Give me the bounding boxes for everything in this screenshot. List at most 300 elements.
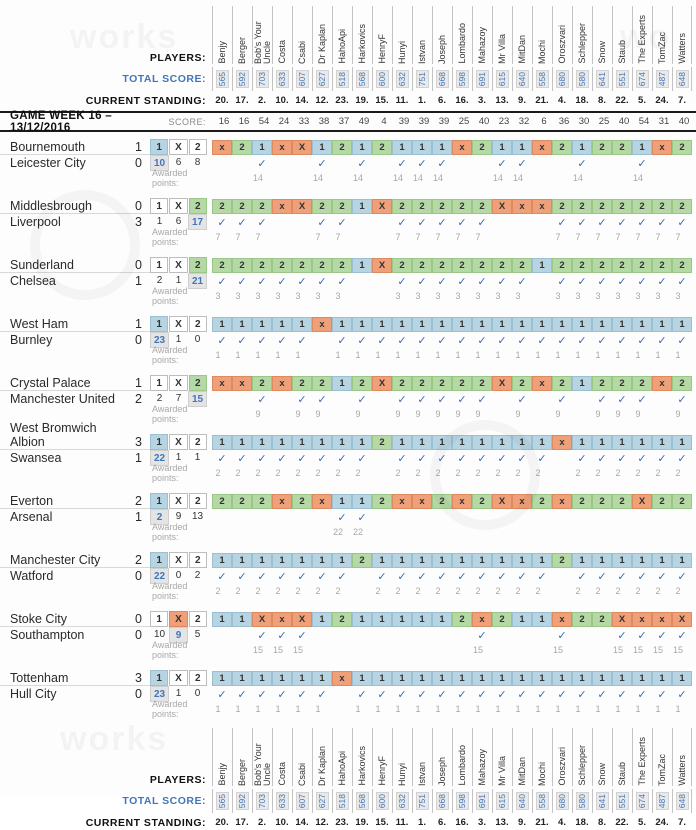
prediction-col <box>312 140 332 155</box>
points-col <box>308 232 328 242</box>
outcome-count: 1 <box>175 451 182 463</box>
check-icon: ✓ <box>237 275 247 288</box>
prediction-cell: 2 <box>472 494 492 509</box>
total-score-box <box>296 70 309 88</box>
check-col <box>272 570 292 583</box>
prediction-row <box>212 199 692 214</box>
outcome-header <box>150 139 208 155</box>
check-col <box>492 157 512 170</box>
check-col <box>592 275 612 288</box>
points-col <box>268 232 288 242</box>
points-col <box>348 468 368 478</box>
check-icon: ✓ <box>517 452 527 465</box>
points-col <box>448 291 468 301</box>
gameweek-score-cell <box>314 116 334 127</box>
check-col <box>332 688 352 701</box>
check-col <box>592 688 612 701</box>
points-value: 3 <box>675 290 681 301</box>
player-name-cell <box>332 6 352 64</box>
match-row-home <box>0 197 696 214</box>
standing-value: 15. <box>375 817 389 828</box>
points-value: 1 <box>415 349 421 360</box>
prediction-cell: 2 <box>492 258 512 273</box>
points-col <box>228 468 248 478</box>
prediction-col <box>292 435 312 450</box>
check-col <box>352 629 372 642</box>
away-team-goals: 2 <box>135 392 142 406</box>
check-col <box>412 452 432 465</box>
player-name-cell <box>672 728 692 786</box>
check-col <box>452 216 472 229</box>
prediction-cell: 1 <box>352 199 372 214</box>
check-col <box>612 393 632 406</box>
prediction-col <box>212 671 232 686</box>
outcome-header-cell: 2 <box>189 493 207 509</box>
points-value: 1 <box>535 703 541 714</box>
check-icon: ✓ <box>597 275 607 288</box>
points-value: 2 <box>615 585 621 596</box>
points-value: 1 <box>635 703 641 714</box>
player-name-cell <box>452 728 472 786</box>
check-icon: ✓ <box>237 334 247 347</box>
points-col <box>548 173 568 183</box>
player-name: TomZac <box>657 31 667 64</box>
points-value: 2 <box>475 585 481 596</box>
points-value: 2 <box>515 467 521 478</box>
standing-value: 9. <box>518 95 526 106</box>
points-col <box>588 586 608 596</box>
check-row <box>212 570 692 583</box>
prediction-cell: 1 <box>332 553 352 568</box>
check-col <box>272 688 292 701</box>
prediction-col <box>492 140 512 155</box>
home-team-name: Bournemouth <box>0 140 124 155</box>
prediction-col <box>252 199 272 214</box>
player-name-cell <box>412 6 432 64</box>
player-name: Lombardo <box>457 745 467 786</box>
total-score-value: 691 <box>477 793 487 809</box>
prediction-cell: x <box>452 494 472 509</box>
points-value: 14 <box>492 172 503 183</box>
check-col <box>212 570 232 583</box>
total-score-cell <box>532 67 552 91</box>
check-icon: ✓ <box>497 275 507 288</box>
check-icon: ✓ <box>437 452 447 465</box>
points-col <box>388 409 408 419</box>
prediction-cell: 1 <box>452 317 472 332</box>
check-col <box>632 393 652 406</box>
outcome-count: 21 <box>188 273 207 289</box>
player-name-cell <box>472 6 492 64</box>
check-col <box>672 629 692 642</box>
points-value: 1 <box>435 703 441 714</box>
points-col <box>388 468 408 478</box>
check-col <box>652 688 672 701</box>
prediction-cell: x <box>512 494 532 509</box>
prediction-cell: 2 <box>592 612 612 627</box>
standing-cell <box>352 817 372 828</box>
total-score-cell <box>652 789 672 813</box>
away-team-goals: 1 <box>135 451 142 465</box>
prediction-col <box>272 494 292 509</box>
check-icon: ✓ <box>257 334 267 347</box>
prediction-col <box>292 199 312 214</box>
gameweek-score-cell <box>654 116 674 127</box>
standing-cell <box>532 95 552 106</box>
check-icon: ✓ <box>217 216 227 229</box>
points-col <box>648 173 668 183</box>
points-value: 3 <box>635 290 641 301</box>
prediction-cell: 1 <box>492 671 512 686</box>
player-name: Watters <box>676 755 687 786</box>
home-team-goals: 0 <box>124 612 150 627</box>
prediction-cell: 2 <box>532 494 552 509</box>
prediction-col <box>472 199 492 214</box>
total-score-cell <box>572 789 592 813</box>
points-value: 3 <box>415 290 421 301</box>
check-col <box>352 275 372 288</box>
prediction-col <box>392 553 412 568</box>
prediction-cell: 1 <box>512 140 532 155</box>
standing-value: 20. <box>215 817 229 828</box>
player-name: Bob's Your Uncle <box>252 743 272 786</box>
standing-cell <box>672 95 692 106</box>
prediction-cell: 2 <box>472 140 492 155</box>
standing-cell <box>232 817 252 828</box>
prediction-col <box>532 494 552 509</box>
prediction-col <box>572 258 592 273</box>
points-col <box>268 586 288 596</box>
prediction-col <box>292 317 312 332</box>
prediction-cell: 1 <box>672 553 692 568</box>
player-name: Bob's Your Uncle <box>252 21 272 64</box>
prediction-col <box>492 435 512 450</box>
check-col <box>352 452 372 465</box>
points-value: 2 <box>435 585 441 596</box>
prediction-cell: 2 <box>412 258 432 273</box>
player-name-cell <box>532 6 552 64</box>
check-col <box>452 570 472 583</box>
standing-cell <box>412 817 432 828</box>
prediction-col <box>272 317 292 332</box>
total-score-cell <box>512 789 532 813</box>
points-col <box>408 704 428 714</box>
total-score-value: 551 <box>617 793 627 809</box>
outcome-count: 2 <box>156 274 163 286</box>
prediction-cell: 2 <box>232 199 252 214</box>
points-value: 1 <box>355 703 361 714</box>
check-col <box>392 393 412 406</box>
check-icon: ✓ <box>577 570 587 583</box>
player-name-cell <box>432 6 452 64</box>
points-col <box>468 350 488 360</box>
player-name: Joseph <box>437 34 447 64</box>
standing-value: 14. <box>295 95 309 106</box>
prediction-cell: 2 <box>572 612 592 627</box>
check-icon: ✓ <box>437 393 447 406</box>
prediction-col <box>232 140 252 155</box>
prediction-col <box>352 140 372 155</box>
prediction-cell: 2 <box>592 376 612 391</box>
total-score-cell <box>212 789 232 813</box>
prediction-cell: 1 <box>572 553 592 568</box>
prediction-col <box>672 612 692 627</box>
points-value: 1 <box>395 703 401 714</box>
prediction-col <box>352 671 372 686</box>
points-value: 7 <box>395 231 401 242</box>
points-col <box>248 527 268 537</box>
standing-value: 19. <box>355 817 369 828</box>
points-col <box>488 645 508 655</box>
prediction-col <box>212 140 232 155</box>
points-value: 2 <box>415 585 421 596</box>
points-col <box>268 527 288 537</box>
check-col <box>512 334 532 347</box>
points-col <box>408 409 428 419</box>
prediction-cell: 1 <box>592 435 612 450</box>
points-row <box>208 409 688 419</box>
points-col <box>428 527 448 537</box>
total-score-box <box>256 70 269 88</box>
total-score-cell <box>472 67 492 91</box>
total-score-value: 580 <box>577 71 587 87</box>
points-col <box>388 173 408 183</box>
check-icon: ✓ <box>417 334 427 347</box>
check-icon: ✓ <box>297 393 307 406</box>
points-col <box>568 645 588 655</box>
points-row <box>208 173 688 183</box>
check-col <box>412 334 432 347</box>
prediction-col <box>312 553 332 568</box>
player-name-cell <box>492 6 512 64</box>
total-score-value: 598 <box>457 793 467 809</box>
points-col <box>548 586 568 596</box>
check-row <box>212 511 692 524</box>
prediction-col <box>572 435 592 450</box>
prediction-col <box>452 258 472 273</box>
points-col <box>328 527 348 537</box>
prediction-col <box>492 258 512 273</box>
prediction-cell: 1 <box>612 671 632 686</box>
prediction-cell: x <box>212 376 232 391</box>
check-icon: ✓ <box>617 393 627 406</box>
check-col <box>252 629 272 642</box>
prediction-cell: 2 <box>612 376 632 391</box>
outcome-header-cell: 2 <box>189 434 207 450</box>
awarded-points-label: Awarded points: <box>152 285 188 306</box>
points-col <box>388 350 408 360</box>
standing-value: 4. <box>558 817 566 828</box>
check-icon: ✓ <box>517 334 527 347</box>
points-value: 22 <box>332 526 343 537</box>
prediction-cell: 2 <box>592 494 612 509</box>
prediction-cell: X <box>492 494 512 509</box>
points-col <box>628 586 648 596</box>
check-icon: ✓ <box>457 393 467 406</box>
points-col <box>348 409 368 419</box>
gameweek-score-cell <box>594 116 614 127</box>
check-col <box>412 688 432 701</box>
points-col <box>628 173 648 183</box>
prediction-cell: 1 <box>332 376 352 391</box>
check-icon: ✓ <box>577 275 587 288</box>
home-team-area <box>0 376 150 391</box>
points-col <box>628 704 648 714</box>
check-col <box>372 570 392 583</box>
prediction-col <box>592 199 612 214</box>
total-score-box <box>576 792 589 810</box>
prediction-cell: 1 <box>352 612 372 627</box>
match-row-home <box>0 492 696 509</box>
check-icon: ✓ <box>417 216 427 229</box>
points-col <box>408 291 428 301</box>
total-score-label: TOTAL SCORE: <box>122 795 206 807</box>
check-icon: ✓ <box>537 334 547 347</box>
player-name-cell <box>552 728 572 786</box>
gameweek-score-value: 25 <box>598 116 610 127</box>
points-value: 2 <box>435 467 441 478</box>
points-value: 7 <box>575 231 581 242</box>
prediction-col <box>572 317 592 332</box>
prediction-col <box>312 612 332 627</box>
check-col <box>292 570 312 583</box>
points-value: 15 <box>272 644 283 655</box>
check-col <box>272 629 292 642</box>
prediction-col <box>512 671 532 686</box>
player-name-cell <box>612 728 632 786</box>
total-score-value: 592 <box>237 71 247 87</box>
prediction-cell: X <box>372 258 392 273</box>
check-col <box>372 452 392 465</box>
points-value: 1 <box>215 703 221 714</box>
points-value: 2 <box>455 467 461 478</box>
player-name-cell <box>372 6 392 64</box>
points-col <box>368 527 388 537</box>
player-name: Costa <box>277 762 287 786</box>
prediction-row <box>212 671 692 686</box>
prediction-col <box>592 376 612 391</box>
standing-value: 16. <box>455 817 469 828</box>
total-score-box <box>636 792 649 810</box>
prediction-cell: x <box>312 317 332 332</box>
away-team-name: Liverpool <box>10 215 61 229</box>
check-col <box>312 393 332 406</box>
points-col <box>588 350 608 360</box>
check-col <box>352 216 372 229</box>
check-col <box>212 393 232 406</box>
player-name: Oroszvari <box>557 747 567 786</box>
check-icon: ✓ <box>277 334 287 347</box>
prediction-col <box>372 435 392 450</box>
outcome-count: 9 <box>169 627 188 643</box>
check-col <box>212 157 232 170</box>
check-icon: ✓ <box>597 216 607 229</box>
check-col <box>492 688 512 701</box>
points-value: 14 <box>312 172 323 183</box>
prediction-col <box>212 494 232 509</box>
points-col <box>588 409 608 419</box>
points-col <box>648 232 668 242</box>
points-col <box>288 409 308 419</box>
prediction-cell: 1 <box>252 671 272 686</box>
prediction-col <box>512 317 532 332</box>
check-col <box>332 216 352 229</box>
prediction-col <box>672 317 692 332</box>
total-score-cell <box>492 789 512 813</box>
prediction-col <box>652 494 672 509</box>
points-value: 3 <box>315 290 321 301</box>
prediction-col <box>592 553 612 568</box>
match-block <box>0 551 696 601</box>
prediction-col <box>312 317 332 332</box>
prediction-cell: x <box>552 494 572 509</box>
points-value: 14 <box>572 172 583 183</box>
gameweek-score-value: 30 <box>578 116 590 127</box>
points-col <box>228 232 248 242</box>
player-name-cell <box>232 728 252 786</box>
points-col <box>428 586 448 596</box>
check-icon: ✓ <box>317 570 327 583</box>
prediction-cell: 1 <box>252 435 272 450</box>
standing-cell <box>472 95 492 106</box>
check-icon: ✓ <box>597 452 607 465</box>
points-col <box>348 586 368 596</box>
total-score-cell <box>272 789 292 813</box>
standing-cell <box>212 95 232 106</box>
player-name: Benjy <box>217 763 227 786</box>
prediction-row <box>212 376 692 391</box>
prediction-col <box>652 199 672 214</box>
player-name-cell <box>332 728 352 786</box>
points-col <box>648 586 668 596</box>
awarded-points-row <box>0 226 696 247</box>
total-score-label: TOTAL SCORE: <box>122 73 206 85</box>
outcome-header-cell: 1 <box>150 316 168 332</box>
standing-cell <box>452 95 472 106</box>
check-col <box>392 157 412 170</box>
prediction-cell: 2 <box>632 199 652 214</box>
standing-value: 5. <box>638 817 646 828</box>
prediction-col <box>572 199 592 214</box>
awarded-points-row <box>0 580 696 601</box>
prediction-col <box>532 317 552 332</box>
outcome-count: 9 <box>175 510 182 522</box>
prediction-cell: 2 <box>312 199 332 214</box>
check-col <box>212 452 232 465</box>
player-name: Benjy <box>217 41 227 64</box>
check-icon: ✓ <box>517 275 527 288</box>
prediction-cell: 1 <box>612 553 632 568</box>
prediction-cell: 2 <box>372 435 392 450</box>
points-value: 7 <box>435 231 441 242</box>
points-value: 3 <box>575 290 581 301</box>
check-col <box>432 393 452 406</box>
player-name-cell <box>212 6 232 64</box>
prediction-cell: 1 <box>452 553 472 568</box>
points-row <box>208 704 688 714</box>
total-score-cell <box>372 789 392 813</box>
prediction-cell: 1 <box>352 494 372 509</box>
check-col <box>292 157 312 170</box>
points-col <box>328 232 348 242</box>
check-col <box>512 275 532 288</box>
prediction-col <box>412 140 432 155</box>
check-col <box>612 511 632 524</box>
check-icon: ✓ <box>577 334 587 347</box>
points-value: 1 <box>295 703 301 714</box>
total-score-box <box>356 70 369 88</box>
outcome-header <box>150 198 208 214</box>
